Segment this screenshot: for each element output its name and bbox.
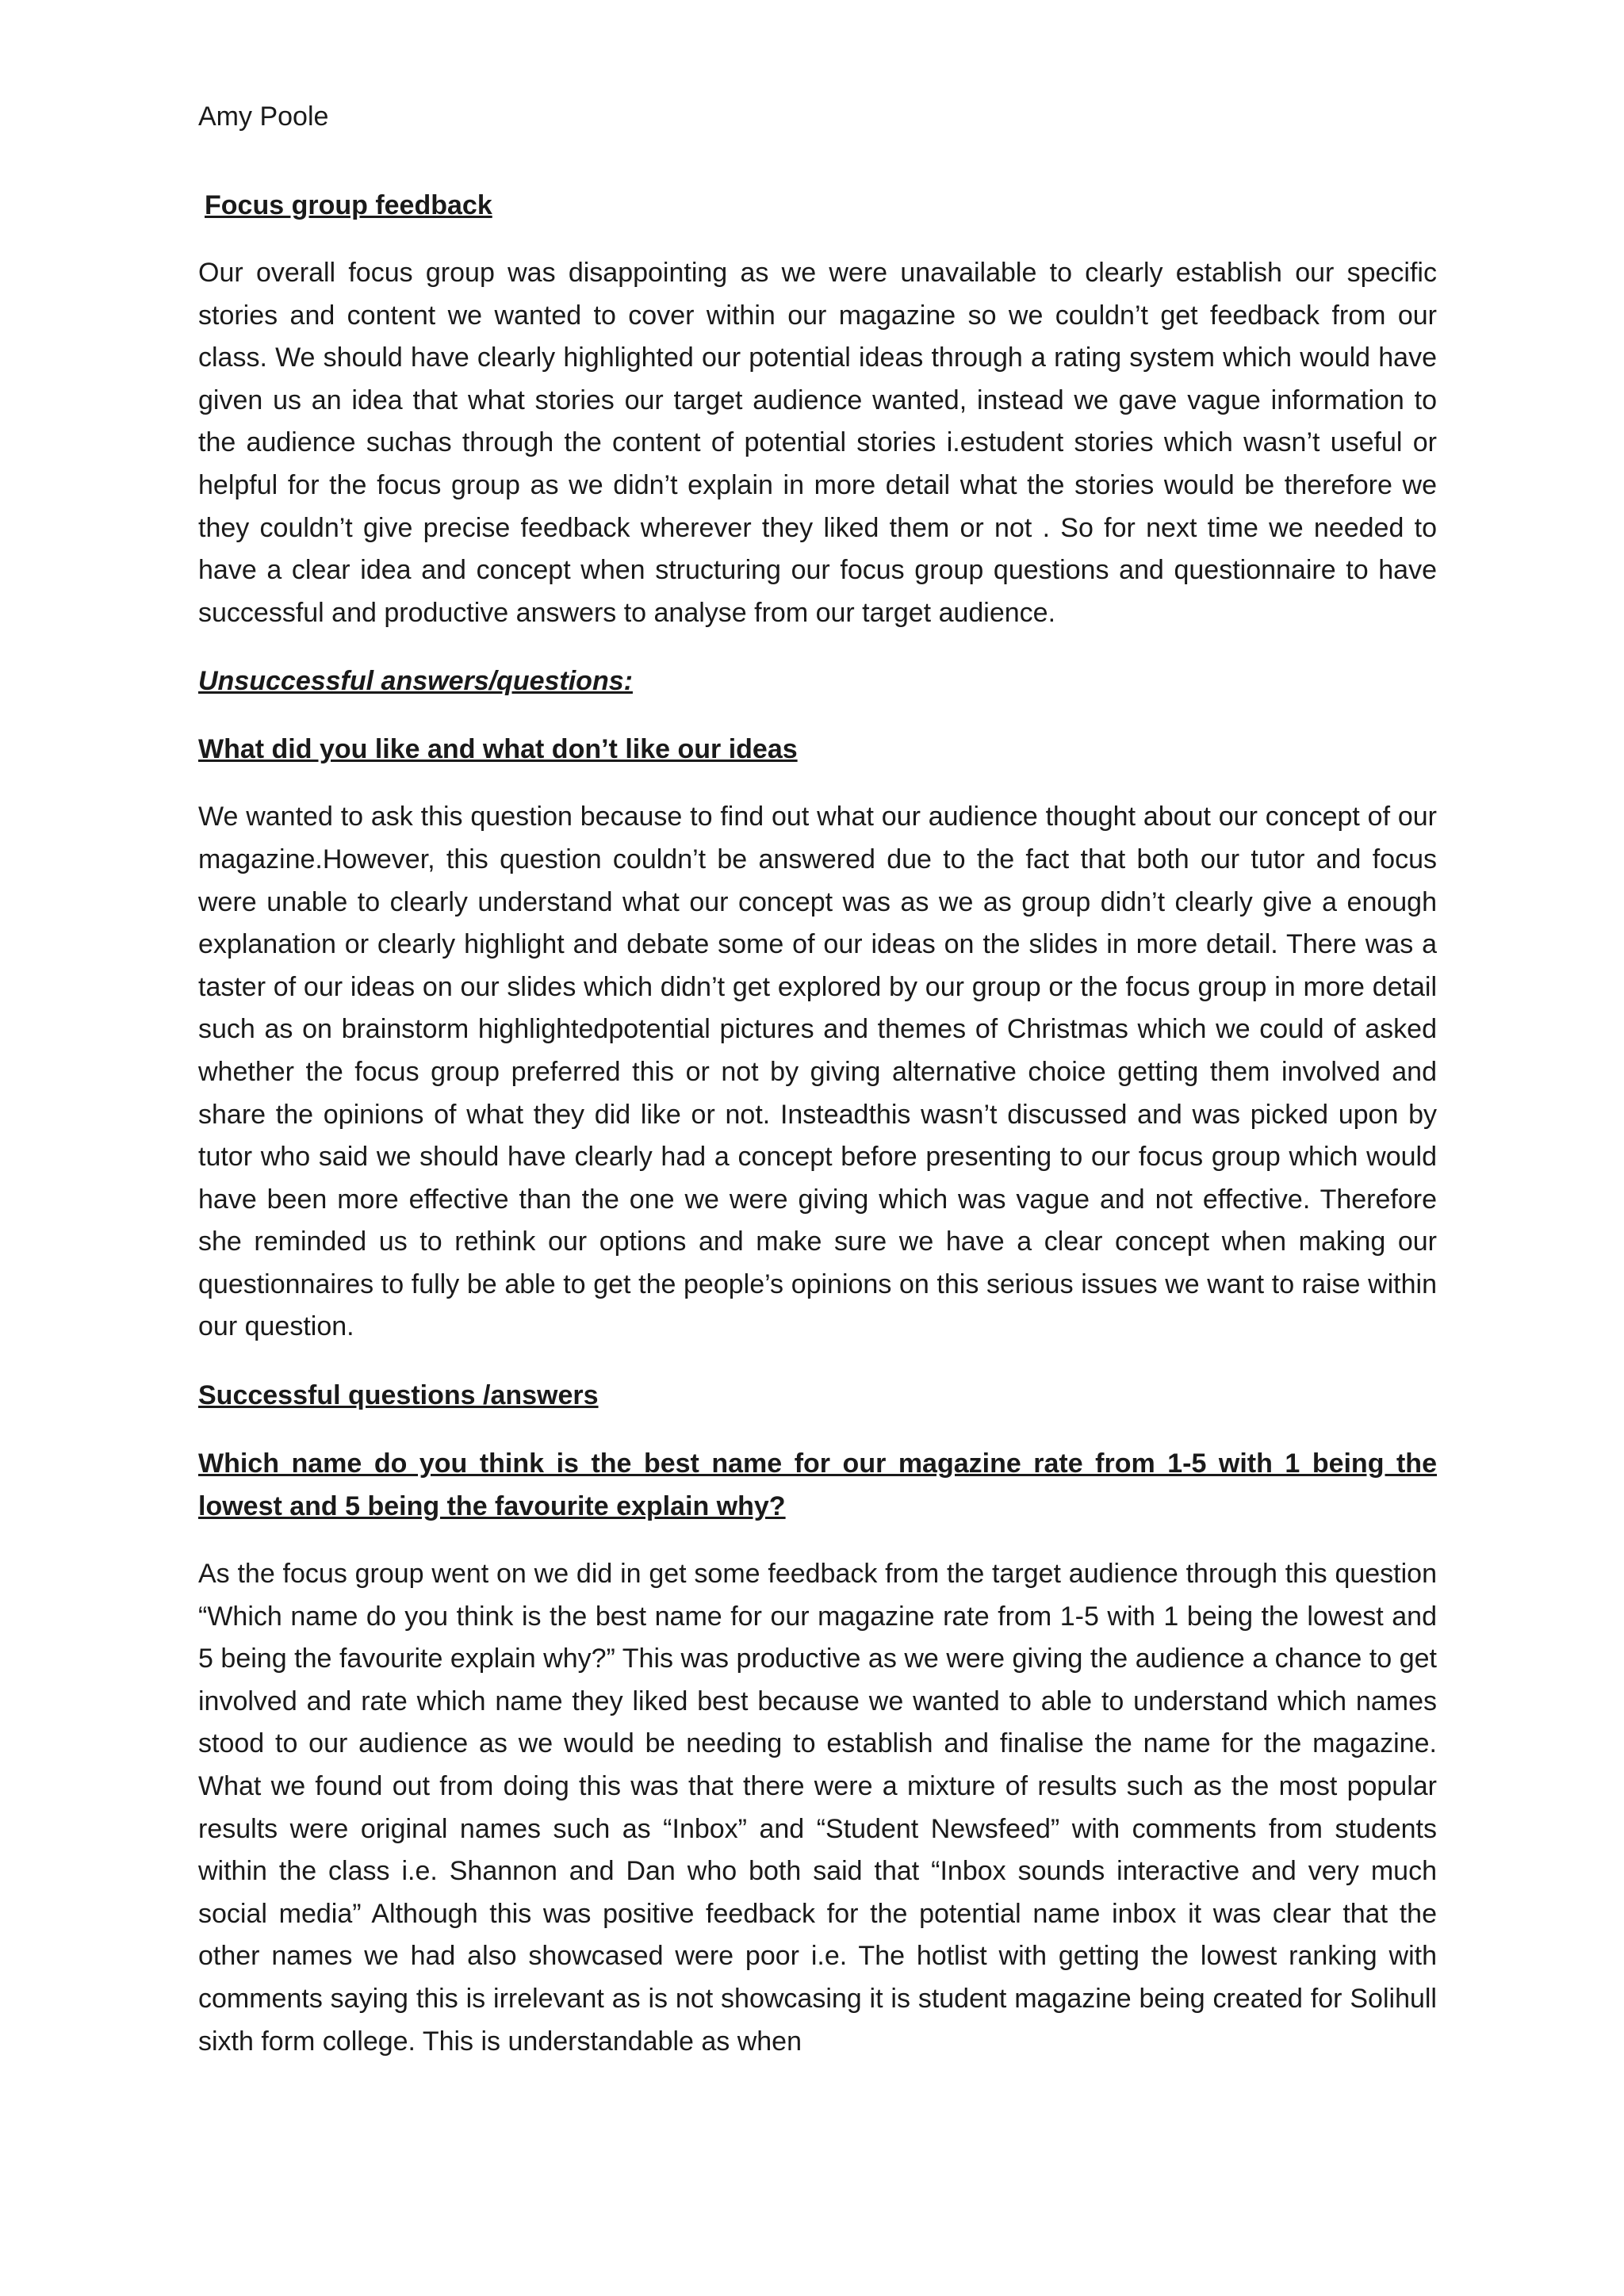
question2-paragraph: As the focus group went on we did in get some feedback from the target audience through this question “Which name do you think is the best name for our magazine rate from 1-5 with 1 being the lowest and 5 being the favourite explain why?” This was productive as we were giving the audience a chance to get involved and rate which name they liked best because we wanted to able to understand which names stood to our audience as we would be needing to establish and finalise the name for the magazine. What we found out from doing this was that there were a mixture of results such as the most popular results were original names such as “Inbox” and “Student Newsfeed” with comments from students within the class i.e. Shannon and Dan who both said that “Inbox sounds interactive and very much social media” Although this was positive feedback for the potential name inbox it was clear that the other names we had also showcased were poor i.e. The hotlist with getting the lowest ranking with comments saying this is irrelevant as is not showcasing it is student magazine being created for Solihull sixth form college. This is understandable as when — [198, 1559, 1437, 2057]
document-page — [198, 95, 1437, 2088]
question1-paragraph: We wanted to ask this question because to find out what our audience thought about our concept of our magazine.However, this question couldn’t be answered due to the fact that both our tutor and focus were unable to clearly understand what our concept was as we as group didn’t clearly give a enough explanation or clearly highlight and debate some of our ideas on the slides in more detail. There was a taster of our ideas on our slides which didn’t get explored by our group or the focus group in more detail such as on brainstorm highlightedpotential pictures and themes of Christmas which we could of asked whether the focus group preferred this or not by giving alternative choice getting them involved and share the opinions of what they did like or not. Insteadthis wasn’t discussed and was picked upon by tutor who said we should have clearly had a concept before presenting to our focus group which would have been more effective than the one we were giving which was vague and not effective. Therefore she reminded us to rethink our options and make sure we have a clear concept when making our questionnaires to fully be able to get the people’s opinions on this serious issues we want to raise within our question. — [198, 802, 1437, 1342]
question1-heading: What did you like and what don’t like our ideas — [198, 734, 798, 765]
successful-heading: Successful questions /answers — [198, 1380, 599, 1411]
author-name: Amy Poole — [198, 101, 329, 132]
question2-heading: Which name do you think is the best name for our magazine rate from 1-5 with 1 being the lowest and 5 being the favourite explain why? — [198, 1448, 1437, 1522]
unsuccessful-heading: Unsuccessful answers/questions: — [198, 666, 633, 697]
intro-paragraph: Our overall focus group was disappointing as we were unavailable to clearly establish our specific stories and content we wanted to cover within our magazine so we couldn’t get feedback from our class. We should have clearly highlighted our potential ideas through a rating system which would have given us an idea that what stories our target audience wanted, instead we gave vague information to the audience suchas through the content of potential stories i.estudent stories which wasn’t useful or helpful for the focus group as we didn’t explain in more detail what the stories would be therefore we they couldn’t give precise feedback wherever they liked them or not . So for next time we needed to have a clear idea and concept when structuring our focus group questions and questionnaire to have successful and productive answers to analyse from our target audience. — [198, 258, 1437, 628]
document-title: Focus group feedback — [205, 190, 492, 220]
